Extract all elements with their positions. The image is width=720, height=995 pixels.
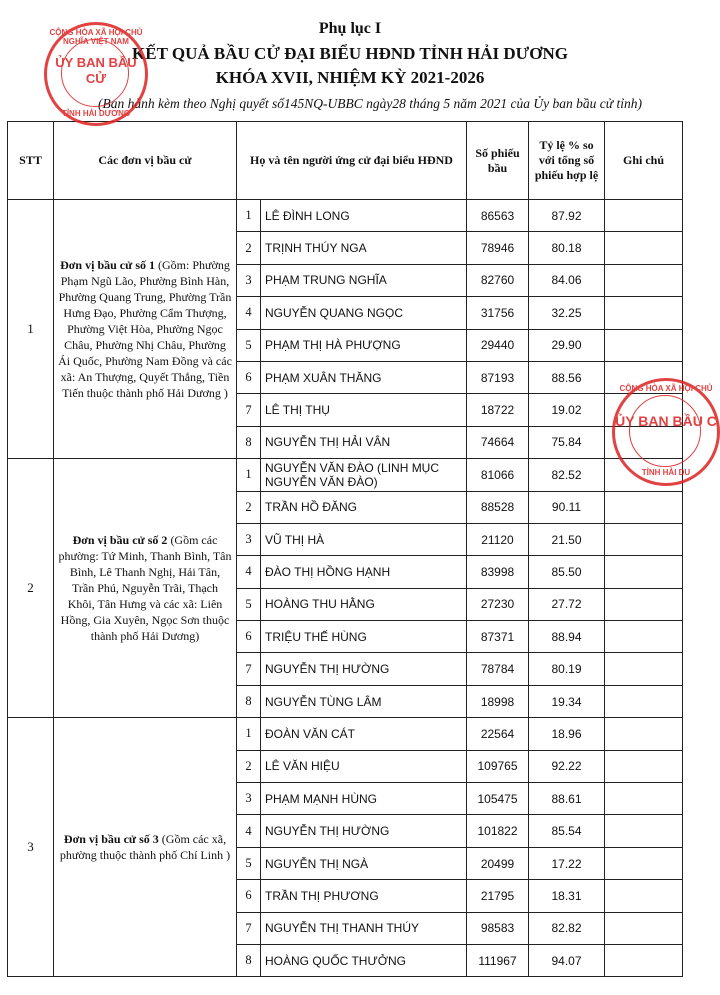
electoral-unit-description: (Gồm các xã, phường thuộc thành phố Chí Linh ) <box>59 832 231 863</box>
vote-percentage: 19.02 <box>529 394 605 426</box>
vote-percentage: 21.50 <box>529 523 605 555</box>
document-title: KẾT QUẢ BẦU CỬ ĐẠI BIỂU HĐND TỈNH HẢI DƯƠNG <box>132 44 568 63</box>
vote-percentage: 87.92 <box>529 200 605 232</box>
table-row <box>8 200 683 232</box>
header-percent: Tỷ lệ % so với tổng số phiếu hợp lệ <box>529 122 605 200</box>
vote-count: 29440 <box>467 329 529 361</box>
group-stt: 3 <box>8 718 54 977</box>
note-cell <box>605 621 683 653</box>
candidate-name: ĐOÀN VĂN CÁT <box>261 718 467 750</box>
candidate-name: ĐÀO THỊ HỒNG HẠNH <box>261 556 467 588</box>
header-note: Ghi chú <box>605 122 683 200</box>
vote-percentage: 80.18 <box>529 232 605 264</box>
vote-count: 86563 <box>467 200 529 232</box>
note-cell <box>605 523 683 555</box>
electoral-unit-description: (Gồm các phường: Tứ Minh, Thanh Bình, Tân Bình, Lê Thanh Nghị, Hải Tân, Trần Phú, Nguyễn Trãi, Thạch Khôi, Tân Hưng và các xã: Liên Hồng, Gia Xuyên, Ngọc Sơn thuộc thành phố Hải Dương) <box>58 533 232 644</box>
vote-percentage: 85.54 <box>529 815 605 847</box>
table-row <box>8 459 683 491</box>
candidate-name: TRIỆU THẾ HÙNG <box>261 621 467 653</box>
note-cell <box>605 491 683 523</box>
vote-percentage: 82.52 <box>529 459 605 491</box>
note-cell <box>605 329 683 361</box>
group-stt: 2 <box>8 459 54 718</box>
vote-percentage: 80.19 <box>529 653 605 685</box>
candidate-number: 5 <box>237 847 261 879</box>
vote-count: 87371 <box>467 621 529 653</box>
candidate-name: LÊ THỊ THỤ <box>261 394 467 426</box>
candidate-name: TRỊNH THÚY NGA <box>261 232 467 264</box>
candidate-name: NGUYỄN QUANG NGỌC <box>261 297 467 329</box>
candidate-number: 2 <box>237 491 261 523</box>
candidate-name: VŨ THỊ HÀ <box>261 523 467 555</box>
note-cell <box>605 815 683 847</box>
vote-percentage: 75.84 <box>529 426 605 458</box>
vote-percentage: 29.90 <box>529 329 605 361</box>
note-cell <box>605 653 683 685</box>
vote-count: 88528 <box>467 491 529 523</box>
candidate-name: NGUYỄN THỊ HƯỜNG <box>261 653 467 685</box>
vote-count: 78784 <box>467 653 529 685</box>
candidate-number: 3 <box>237 523 261 555</box>
candidate-number: 8 <box>237 426 261 458</box>
seal-ring-top-text: CỘNG HÒA XÃ HỘI CHỦ NGHĨA VIỆT NAM <box>49 28 143 46</box>
table-row <box>8 718 683 750</box>
candidate-name: PHẠM XUÂN THĂNG <box>261 361 467 393</box>
seal-ring-bottom-text: TỈNH HẢI DƯƠNG <box>61 109 131 118</box>
candidate-number: 4 <box>237 815 261 847</box>
vote-count: 78946 <box>467 232 529 264</box>
note-cell <box>605 847 683 879</box>
electoral-unit-title: Đơn vị bầu cử số 1 <box>60 258 155 273</box>
candidate-name: TRẦN THỊ PHƯƠNG <box>261 880 467 912</box>
candidate-number: 7 <box>237 394 261 426</box>
note-cell <box>605 556 683 588</box>
vote-percentage: 32.25 <box>529 297 605 329</box>
note-cell <box>605 783 683 815</box>
margin-seal-stamp <box>612 378 720 486</box>
candidate-number: 6 <box>237 880 261 912</box>
candidate-number: 3 <box>237 783 261 815</box>
group-stt: 1 <box>8 200 54 459</box>
note-cell <box>605 685 683 717</box>
vote-percentage: 82.82 <box>529 912 605 944</box>
vote-count: 111967 <box>467 944 529 976</box>
candidate-number: 7 <box>237 912 261 944</box>
seal-ring-bottom-text: TỈNH HẢI DU <box>641 468 691 477</box>
document-term: KHÓA XVII, NHIỆM KỲ 2021-2026 <box>215 68 485 87</box>
vote-percentage: 94.07 <box>529 944 605 976</box>
candidate-name: PHẠM TRUNG NGHĨA <box>261 264 467 296</box>
candidate-name: NGUYỄN THỊ NGÀ <box>261 847 467 879</box>
vote-count: 82760 <box>467 264 529 296</box>
candidate-number: 6 <box>237 621 261 653</box>
vote-count: 105475 <box>467 783 529 815</box>
header-candidate: Họ và tên người ứng cử đại biểu HĐND <box>237 122 467 200</box>
candidate-name: NGUYỄN THỊ HƯỜNG <box>261 815 467 847</box>
candidate-name: NGUYỄN VĂN ĐÀO (LINH MỤC NGUYỄN VĂN ĐÀO) <box>261 459 467 491</box>
vote-count: 81066 <box>467 459 529 491</box>
vote-count: 22564 <box>467 718 529 750</box>
vote-percentage: 18.31 <box>529 880 605 912</box>
candidate-number: 2 <box>237 232 261 264</box>
note-cell <box>605 588 683 620</box>
note-cell <box>605 880 683 912</box>
vote-count: 83998 <box>467 556 529 588</box>
vote-count: 109765 <box>467 750 529 782</box>
candidate-number: 8 <box>237 944 261 976</box>
seal-inner-ring <box>629 395 701 467</box>
electoral-unit-cell <box>54 459 237 718</box>
candidate-number: 8 <box>237 685 261 717</box>
header-votes: Số phiếu bầu <box>467 122 529 200</box>
electoral-unit-description: (Gồm: Phường Phạm Ngũ Lão, Phường Bình Hàn, Phường Quang Trung, Phường Trần Hưng Đạo, Phường Cẩm Thượng, Phường Việt Hòa, Phường Ngọc Châu, Phường Nhị Châu, Phường Ái Quốc, Phường Nam Đồng và các xã: An Thượng, Quyết Thắng, Tiền Tiến thuộc thành phố Hải Dương ) <box>58 258 232 401</box>
vote-percentage: 88.94 <box>529 621 605 653</box>
vote-percentage: 88.56 <box>529 361 605 393</box>
header-unit: Các đơn vị bầu cử <box>54 122 237 200</box>
note-cell <box>605 718 683 750</box>
vote-count: 31756 <box>467 297 529 329</box>
candidate-number: 1 <box>237 718 261 750</box>
vote-count: 18722 <box>467 394 529 426</box>
vote-percentage: 84.06 <box>529 264 605 296</box>
official-seal-stamp <box>44 22 148 126</box>
table-header-row <box>8 122 683 200</box>
candidate-number: 4 <box>237 297 261 329</box>
candidate-number: 2 <box>237 750 261 782</box>
vote-count: 74664 <box>467 426 529 458</box>
vote-percentage: 85.50 <box>529 556 605 588</box>
election-results-table <box>7 121 683 977</box>
table-body <box>8 200 683 977</box>
candidate-number: 6 <box>237 361 261 393</box>
candidate-name: NGUYỄN TÙNG LÂM <box>261 685 467 717</box>
candidate-name: PHẠM THỊ HÀ PHƯỢNG <box>261 329 467 361</box>
vote-percentage: 19.34 <box>529 685 605 717</box>
candidate-name: PHẠM MẠNH HÙNG <box>261 783 467 815</box>
header-stt: STT <box>8 122 54 200</box>
electoral-unit-title: Đơn vị bầu cử số 3 <box>63 832 159 847</box>
document-subtitle: (Ban hành kèm theo Nghị quyết số145NQ-UBBC ngày28 tháng 5 năm 2021 của Ủy ban bầu cử tỉnh) <box>98 96 642 111</box>
seal-center-text: ỦY BAN BẦU CỬ <box>55 55 137 86</box>
note-cell <box>605 944 683 976</box>
candidate-number: 1 <box>237 459 261 491</box>
candidate-number: 5 <box>237 329 261 361</box>
candidate-name: TRẦN HỒ ĐĂNG <box>261 491 467 523</box>
note-cell <box>605 232 683 264</box>
candidate-name: LÊ VĂN HIỆU <box>261 750 467 782</box>
candidate-number: 7 <box>237 653 261 685</box>
appendix-label: Phụ lục I <box>318 20 382 37</box>
note-cell <box>605 200 683 232</box>
candidate-number: 5 <box>237 588 261 620</box>
vote-percentage: 18.96 <box>529 718 605 750</box>
vote-count: 21795 <box>467 880 529 912</box>
note-cell <box>605 297 683 329</box>
vote-percentage: 92.22 <box>529 750 605 782</box>
electoral-unit-cell <box>54 718 237 977</box>
electoral-unit-title: Đơn vị bầu cử số 2 <box>72 533 168 548</box>
candidate-name: LÊ ĐÌNH LONG <box>261 200 467 232</box>
vote-percentage: 88.61 <box>529 783 605 815</box>
vote-count: 27230 <box>467 588 529 620</box>
candidate-name: NGUYỄN THỊ HẢI VÂN <box>261 426 467 458</box>
vote-percentage: 17.22 <box>529 847 605 879</box>
vote-count: 18998 <box>467 685 529 717</box>
candidate-name: NGUYỄN THỊ THANH THÚY <box>261 912 467 944</box>
seal-center-text: ỦY BAN BẦU C <box>615 413 717 429</box>
candidate-number: 1 <box>237 200 261 232</box>
vote-count: 101822 <box>467 815 529 847</box>
note-cell <box>605 750 683 782</box>
candidate-name: HOÀNG THU HẰNG <box>261 588 467 620</box>
candidate-number: 3 <box>237 264 261 296</box>
seal-ring-top-text: CỘNG HÒA XÃ HỘI CHỦ <box>619 384 713 393</box>
vote-count: 20499 <box>467 847 529 879</box>
vote-count: 21120 <box>467 523 529 555</box>
candidate-name: HOÀNG QUỐC THƯỞNG <box>261 944 467 976</box>
vote-count: 98583 <box>467 912 529 944</box>
vote-percentage: 27.72 <box>529 588 605 620</box>
note-cell <box>605 912 683 944</box>
vote-count: 87193 <box>467 361 529 393</box>
note-cell <box>605 264 683 296</box>
candidate-number: 4 <box>237 556 261 588</box>
electoral-unit-cell <box>54 200 237 459</box>
vote-percentage: 90.11 <box>529 491 605 523</box>
